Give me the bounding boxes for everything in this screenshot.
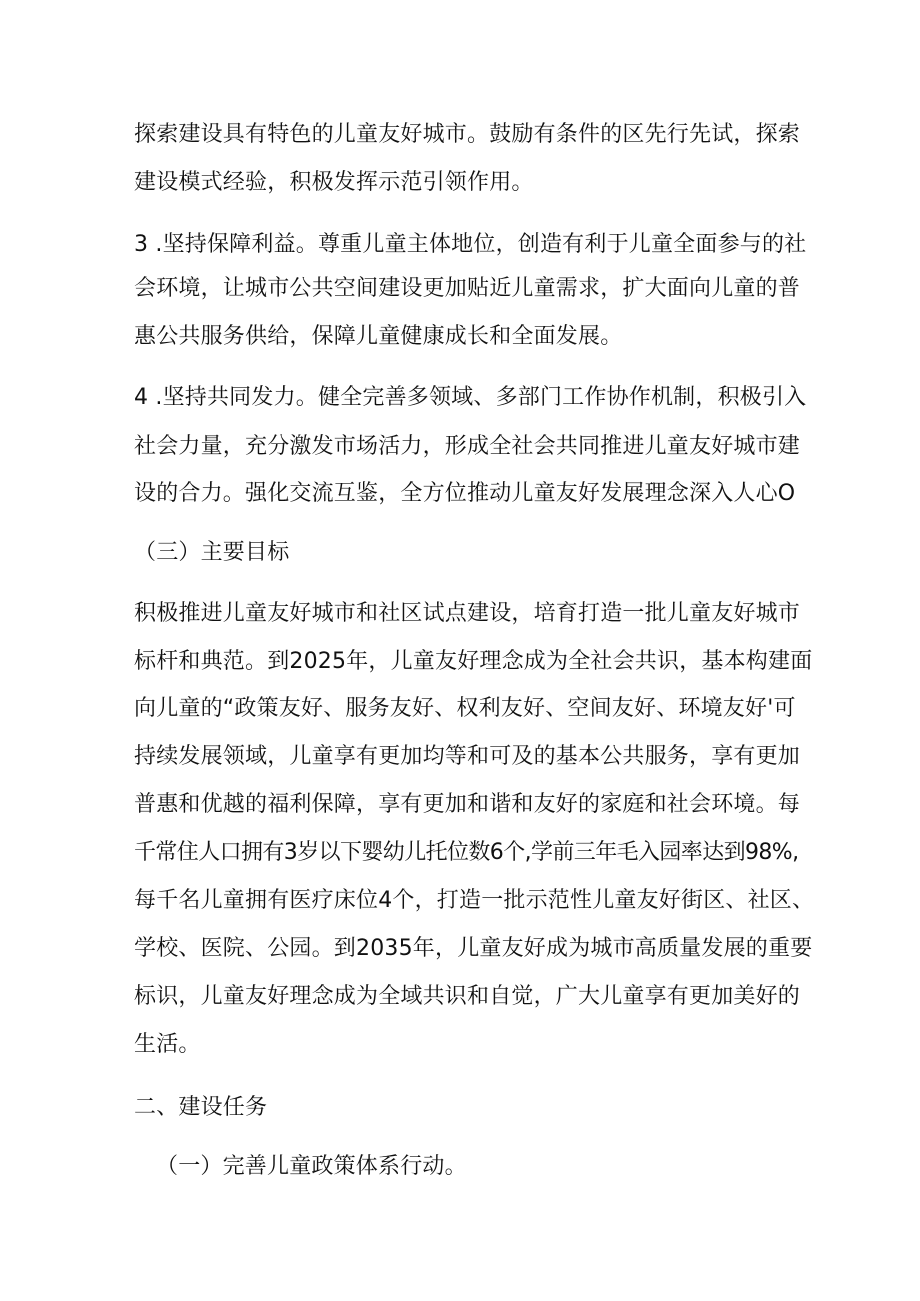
text-line: 社会力量，充分激发市场活力，形成全社会共同推进儿童友好城市建 [134,434,801,459]
text-line: 会环境，让城市公共空间建设更加贴近儿童需求，扩大面向儿童的普 [134,276,801,301]
text-line: 积极推进儿童友好城市和社区试点建设，培育打造一批儿童友好城市 [134,601,801,626]
text-line: 建设模式经验，积极发挥示范引领作用。 [134,170,534,195]
text-line: 标杆和典范。到2025年，儿童友好理念成为全社会共识，基本构建面 [134,649,813,674]
text-line: 学校、医院、公园。到2035年，儿童友好成为城市高质量发展的重要 [134,936,813,961]
text-line: 普惠和优越的福利保障，享有更加和谐和友好的家庭和社会环境。每 [134,792,801,817]
text-line: 探索建设具有特色的儿童友好城市。鼓励有条件的区先行先试，探索 [134,122,801,147]
text-line: 持续发展领域，儿童享有更加均等和可及的基本公共服务，享有更加 [134,744,801,769]
section-heading: （三）主要目标 [134,540,290,565]
subsection-heading: （一）完善儿童政策体系行动。 [156,1154,467,1179]
text-line: 向儿童的“政策友好、服务友好、权利友好、空间友好、环境友好'可 [134,696,796,721]
text-line: 标识，儿童友好理念成为全域共识和自觉，广大儿童享有更加美好的 [134,984,801,1009]
text-line: 生活。 [134,1032,201,1057]
text-line: 4 .坚持共同发力。健全完善多领域、多部门工作协作机制，积极引入 [134,385,807,410]
text-line: 惠公共服务供给，保障儿童健康成长和全面发展。 [134,324,623,349]
chapter-heading: 二、建设任务 [134,1095,268,1120]
text-line: 3 .坚持保障利益。尊重儿童主体地位，创造有利于儿童全面参与的社 [134,232,807,257]
text-line: 每千名儿童拥有医疗床位4个，打造一批示范性儿童友好街区、社区、 [134,888,815,913]
text-line: 设的合力。强化交流互鉴，全方位推动儿童友好发展理念深入人心O [134,481,796,506]
text-line: 千常住人口拥有3岁以下婴幼儿托位数6个,学前三年毛入园率达到98%, [134,840,799,865]
